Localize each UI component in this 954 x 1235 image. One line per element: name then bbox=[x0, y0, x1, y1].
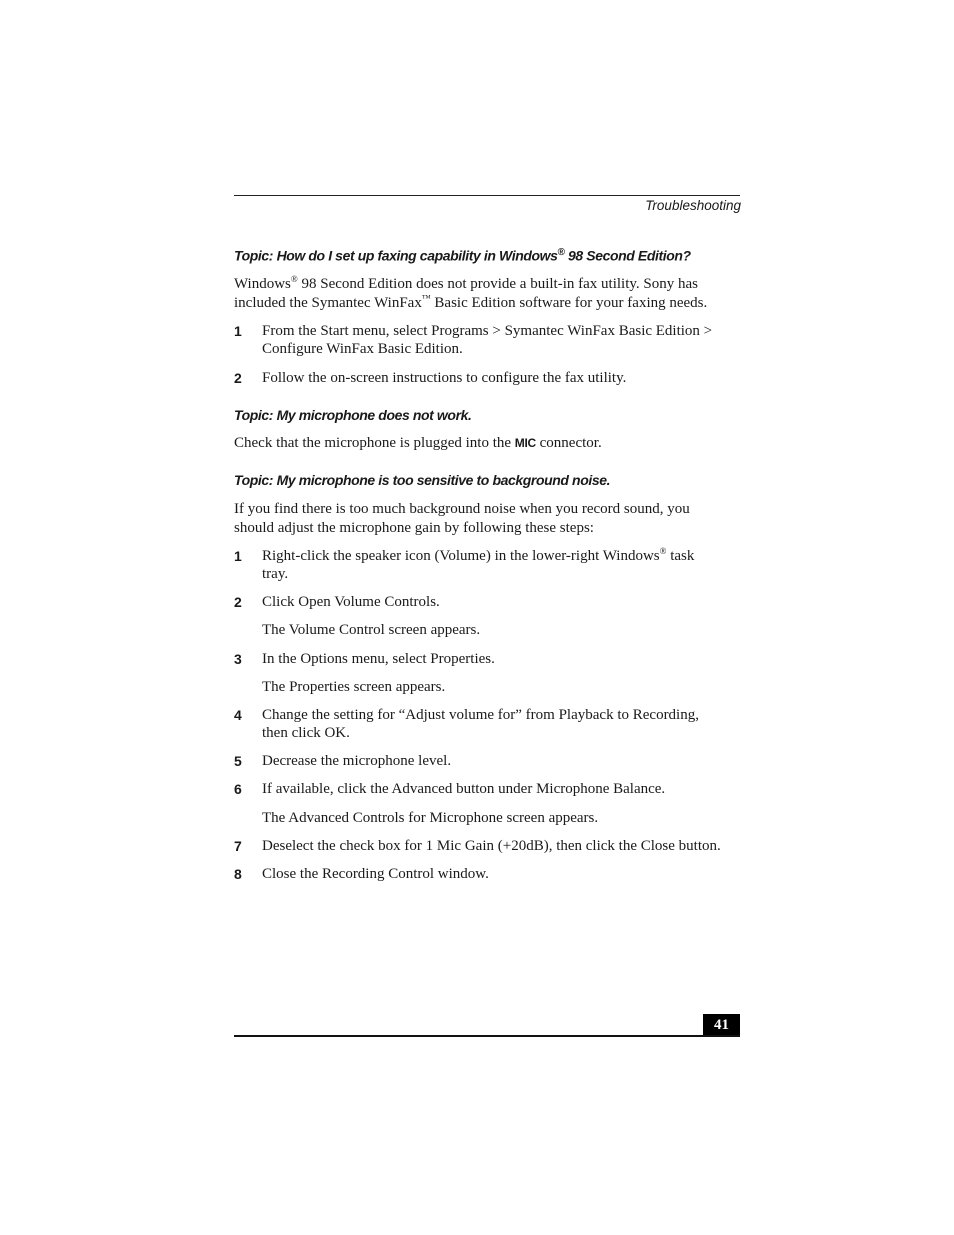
step-text-part: task tray. bbox=[262, 548, 695, 582]
step-number: 2 bbox=[234, 370, 242, 386]
step-number: 5 bbox=[234, 753, 242, 769]
step-number: 4 bbox=[234, 707, 242, 723]
trademark-mark: ™ bbox=[421, 293, 431, 303]
topic-heading-sensitivity: Topic: My microphone is too sensitive to background noise. bbox=[234, 472, 611, 488]
step-text: Follow the on-screen instructions to configure the fax utility. bbox=[262, 370, 627, 386]
header-rule bbox=[234, 195, 740, 196]
mic-connector-label: MIC bbox=[514, 436, 536, 450]
intro-text: Basic Edition software for your faxing needs. bbox=[430, 295, 708, 311]
check-text: Check that the microphone is plugged into the bbox=[234, 435, 515, 451]
step-number: 8 bbox=[234, 866, 242, 882]
step-number: 6 bbox=[234, 781, 242, 797]
running-head: Troubleshooting bbox=[645, 198, 741, 213]
step-result-text: The Advanced Controls for Microphone screen appears. bbox=[262, 810, 599, 826]
step-text: From the Start menu, select Programs > Symantec WinFax Basic Edition > Configure WinFax Basic Edition. bbox=[262, 323, 713, 357]
sensitivity-intro: If you find there is too much background noise when you record sound, you should adjust the microphone gain by following these steps: bbox=[234, 501, 690, 536]
step-text-part: Right-click the speaker icon (Volume) in the lower-right Windows bbox=[262, 548, 660, 564]
step-text: Click Open Volume Controls. bbox=[262, 594, 440, 610]
step-result-text: The Volume Control screen appears. bbox=[262, 622, 481, 638]
topic-heading-text: Topic: How do I set up faxing capability in Windows bbox=[234, 247, 558, 264]
step-text: If available, click the Advanced button under Microphone Balance. bbox=[262, 781, 666, 797]
page-number: 41 bbox=[703, 1014, 740, 1037]
step-number: 7 bbox=[234, 838, 242, 854]
step-text: In the Options menu, select Properties. bbox=[262, 651, 495, 667]
microphone-check-text bbox=[234, 434, 744, 453]
step-text: Change the setting for “Adjust volume for” from Playback to Recording, then click OK. bbox=[262, 707, 699, 741]
step-text: Close the Recording Control window. bbox=[262, 866, 489, 882]
registered-mark: ® bbox=[557, 247, 565, 258]
step-result-text: The Properties screen appears. bbox=[262, 679, 446, 695]
intro-text: 98 Second Edition does not provide a built-in fax utility. Sony has bbox=[297, 276, 698, 292]
check-text-end: connector. bbox=[535, 435, 602, 451]
step-text: Decrease the microphone level. bbox=[262, 753, 452, 769]
faxing-intro bbox=[234, 275, 744, 313]
step-number: 1 bbox=[234, 548, 242, 564]
intro-text: Windows bbox=[234, 276, 291, 292]
footer-rule bbox=[234, 1035, 740, 1037]
topic-heading-faxing bbox=[234, 247, 691, 264]
step-text bbox=[262, 547, 722, 583]
registered-mark: ® bbox=[290, 274, 298, 284]
step-number: 3 bbox=[234, 651, 242, 667]
step-number: 1 bbox=[234, 323, 242, 339]
step-number: 2 bbox=[234, 594, 242, 610]
intro-text: included the Symantec WinFax bbox=[234, 295, 422, 311]
topic-heading-microphone: Topic: My microphone does not work. bbox=[234, 407, 472, 423]
registered-mark: ® bbox=[659, 546, 667, 556]
step-text: Deselect the check box for 1 Mic Gain (+20dB), then click the Close button. bbox=[262, 838, 721, 854]
topic-heading-text-end: 98 Second Edition? bbox=[564, 247, 691, 264]
